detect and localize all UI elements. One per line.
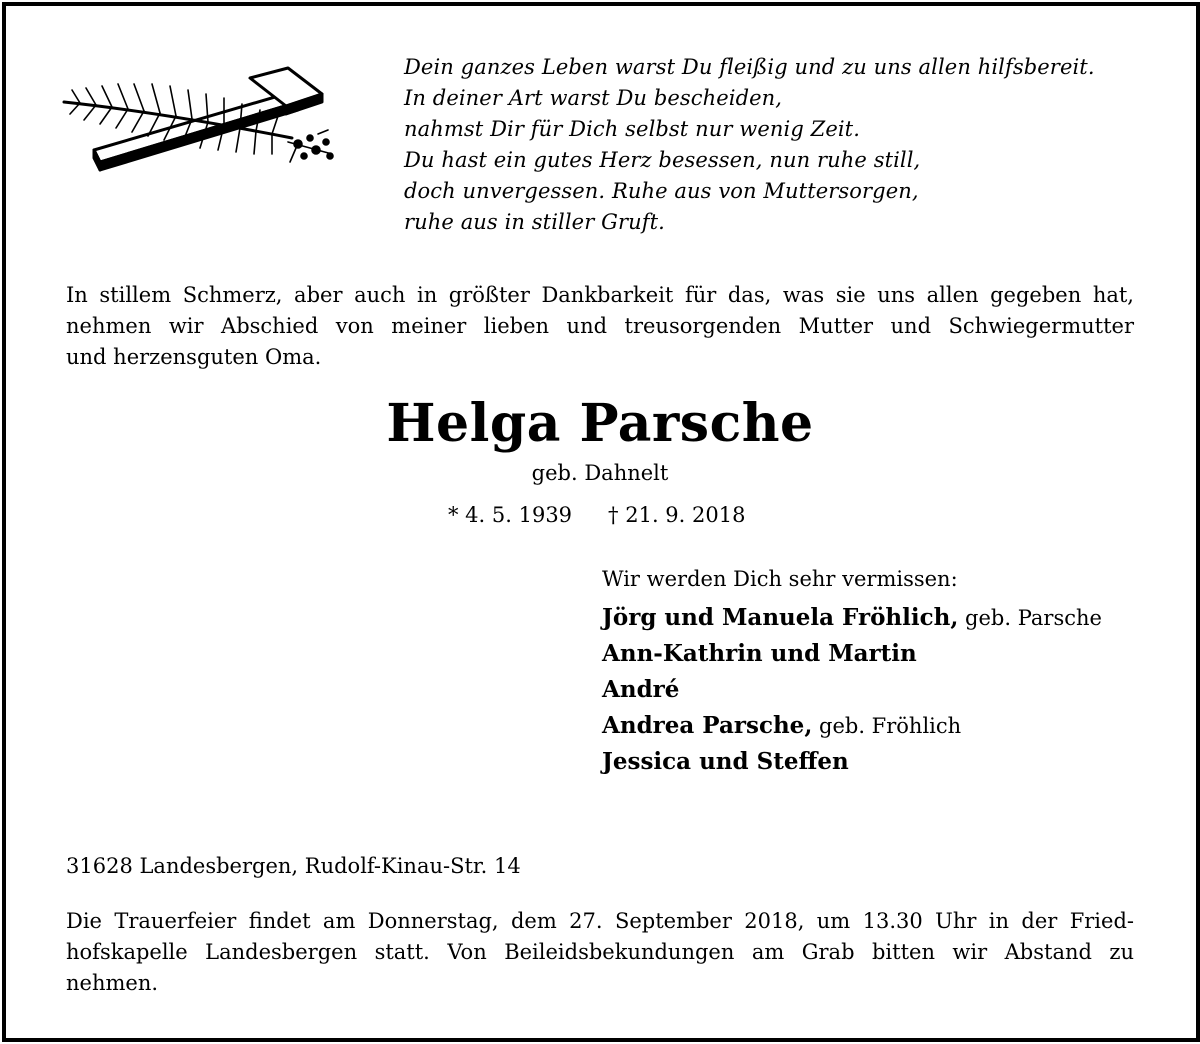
- mourner-name: Jörg und Manuela Fröhlich,: [602, 604, 959, 631]
- mourner-entry: [602, 709, 1162, 745]
- mourner-entry: [602, 637, 1162, 673]
- service-line: hofskapelle Landesbergen statt. Von Beileidsbekundungen am Grab bitten wir Abstand zu: [66, 940, 1134, 964]
- mourner-entry: [602, 601, 1162, 637]
- deceased-name: Helga Parsche: [386, 393, 814, 454]
- cross-with-palm-branch-icon: [60, 62, 340, 180]
- maiden-name: geb. Dahnelt: [531, 461, 669, 485]
- mourners-heading: Wir werden Dich sehr vermissen:: [602, 567, 958, 591]
- mourners-block: [602, 564, 1162, 781]
- intro-line: In stillem Schmerz, aber auch in größter Dankbarkeit für das, was sie uns allen gegeben hat,: [66, 283, 1134, 307]
- intro-line: und herzensguten Oma.: [66, 345, 322, 369]
- service-line: Die Trauerfeier findet am Donnerstag, dem 27. September 2018, um 13.30 Uhr in der Fried-: [66, 909, 1134, 933]
- life-dates: [448, 500, 745, 530]
- poem-line: ruhe aus in stiller Gruft.: [404, 210, 665, 234]
- family-address: 31628 Landesbergen, Rudolf-Kinau-Str. 14: [66, 854, 521, 878]
- mourner-name: Jessica und Steffen: [602, 748, 849, 775]
- mourner-entry: [602, 745, 1162, 781]
- mourner-birth-name: geb. Fröhlich: [812, 714, 962, 738]
- mourner-name: Ann-Kathrin und Martin: [602, 640, 917, 667]
- mourner-entry: [602, 673, 1162, 709]
- poem-line: nahmst Dir für Dich selbst nur wenig Zeit.: [404, 117, 860, 141]
- funeral-service-info: [66, 906, 1134, 999]
- farewell-intro: [66, 280, 1134, 373]
- mourner-name: Andrea Parsche,: [602, 712, 813, 739]
- intro-line: nehmen wir Abschied von meiner lieben und treusorgenden Mutter und Schwiegermutter: [66, 314, 1134, 338]
- poem-line: doch unvergessen. Ruhe aus von Muttersorgen,: [404, 179, 919, 203]
- poem-line: In deiner Art warst Du bescheiden,: [404, 86, 783, 110]
- service-line: nehmen.: [66, 971, 159, 995]
- poem-line: Du hast ein gutes Herz besessen, nun ruhe still,: [404, 148, 921, 172]
- death-date: † 21. 9. 2018: [608, 503, 746, 527]
- birth-date: * 4. 5. 1939: [448, 503, 573, 527]
- mourner-name: André: [602, 676, 680, 703]
- mourner-birth-name: geb. Parsche: [958, 606, 1102, 630]
- memorial-poem: [404, 52, 1164, 238]
- poem-line: Dein ganzes Leben warst Du fleißig und zu uns allen hilfsbereit.: [404, 55, 1095, 79]
